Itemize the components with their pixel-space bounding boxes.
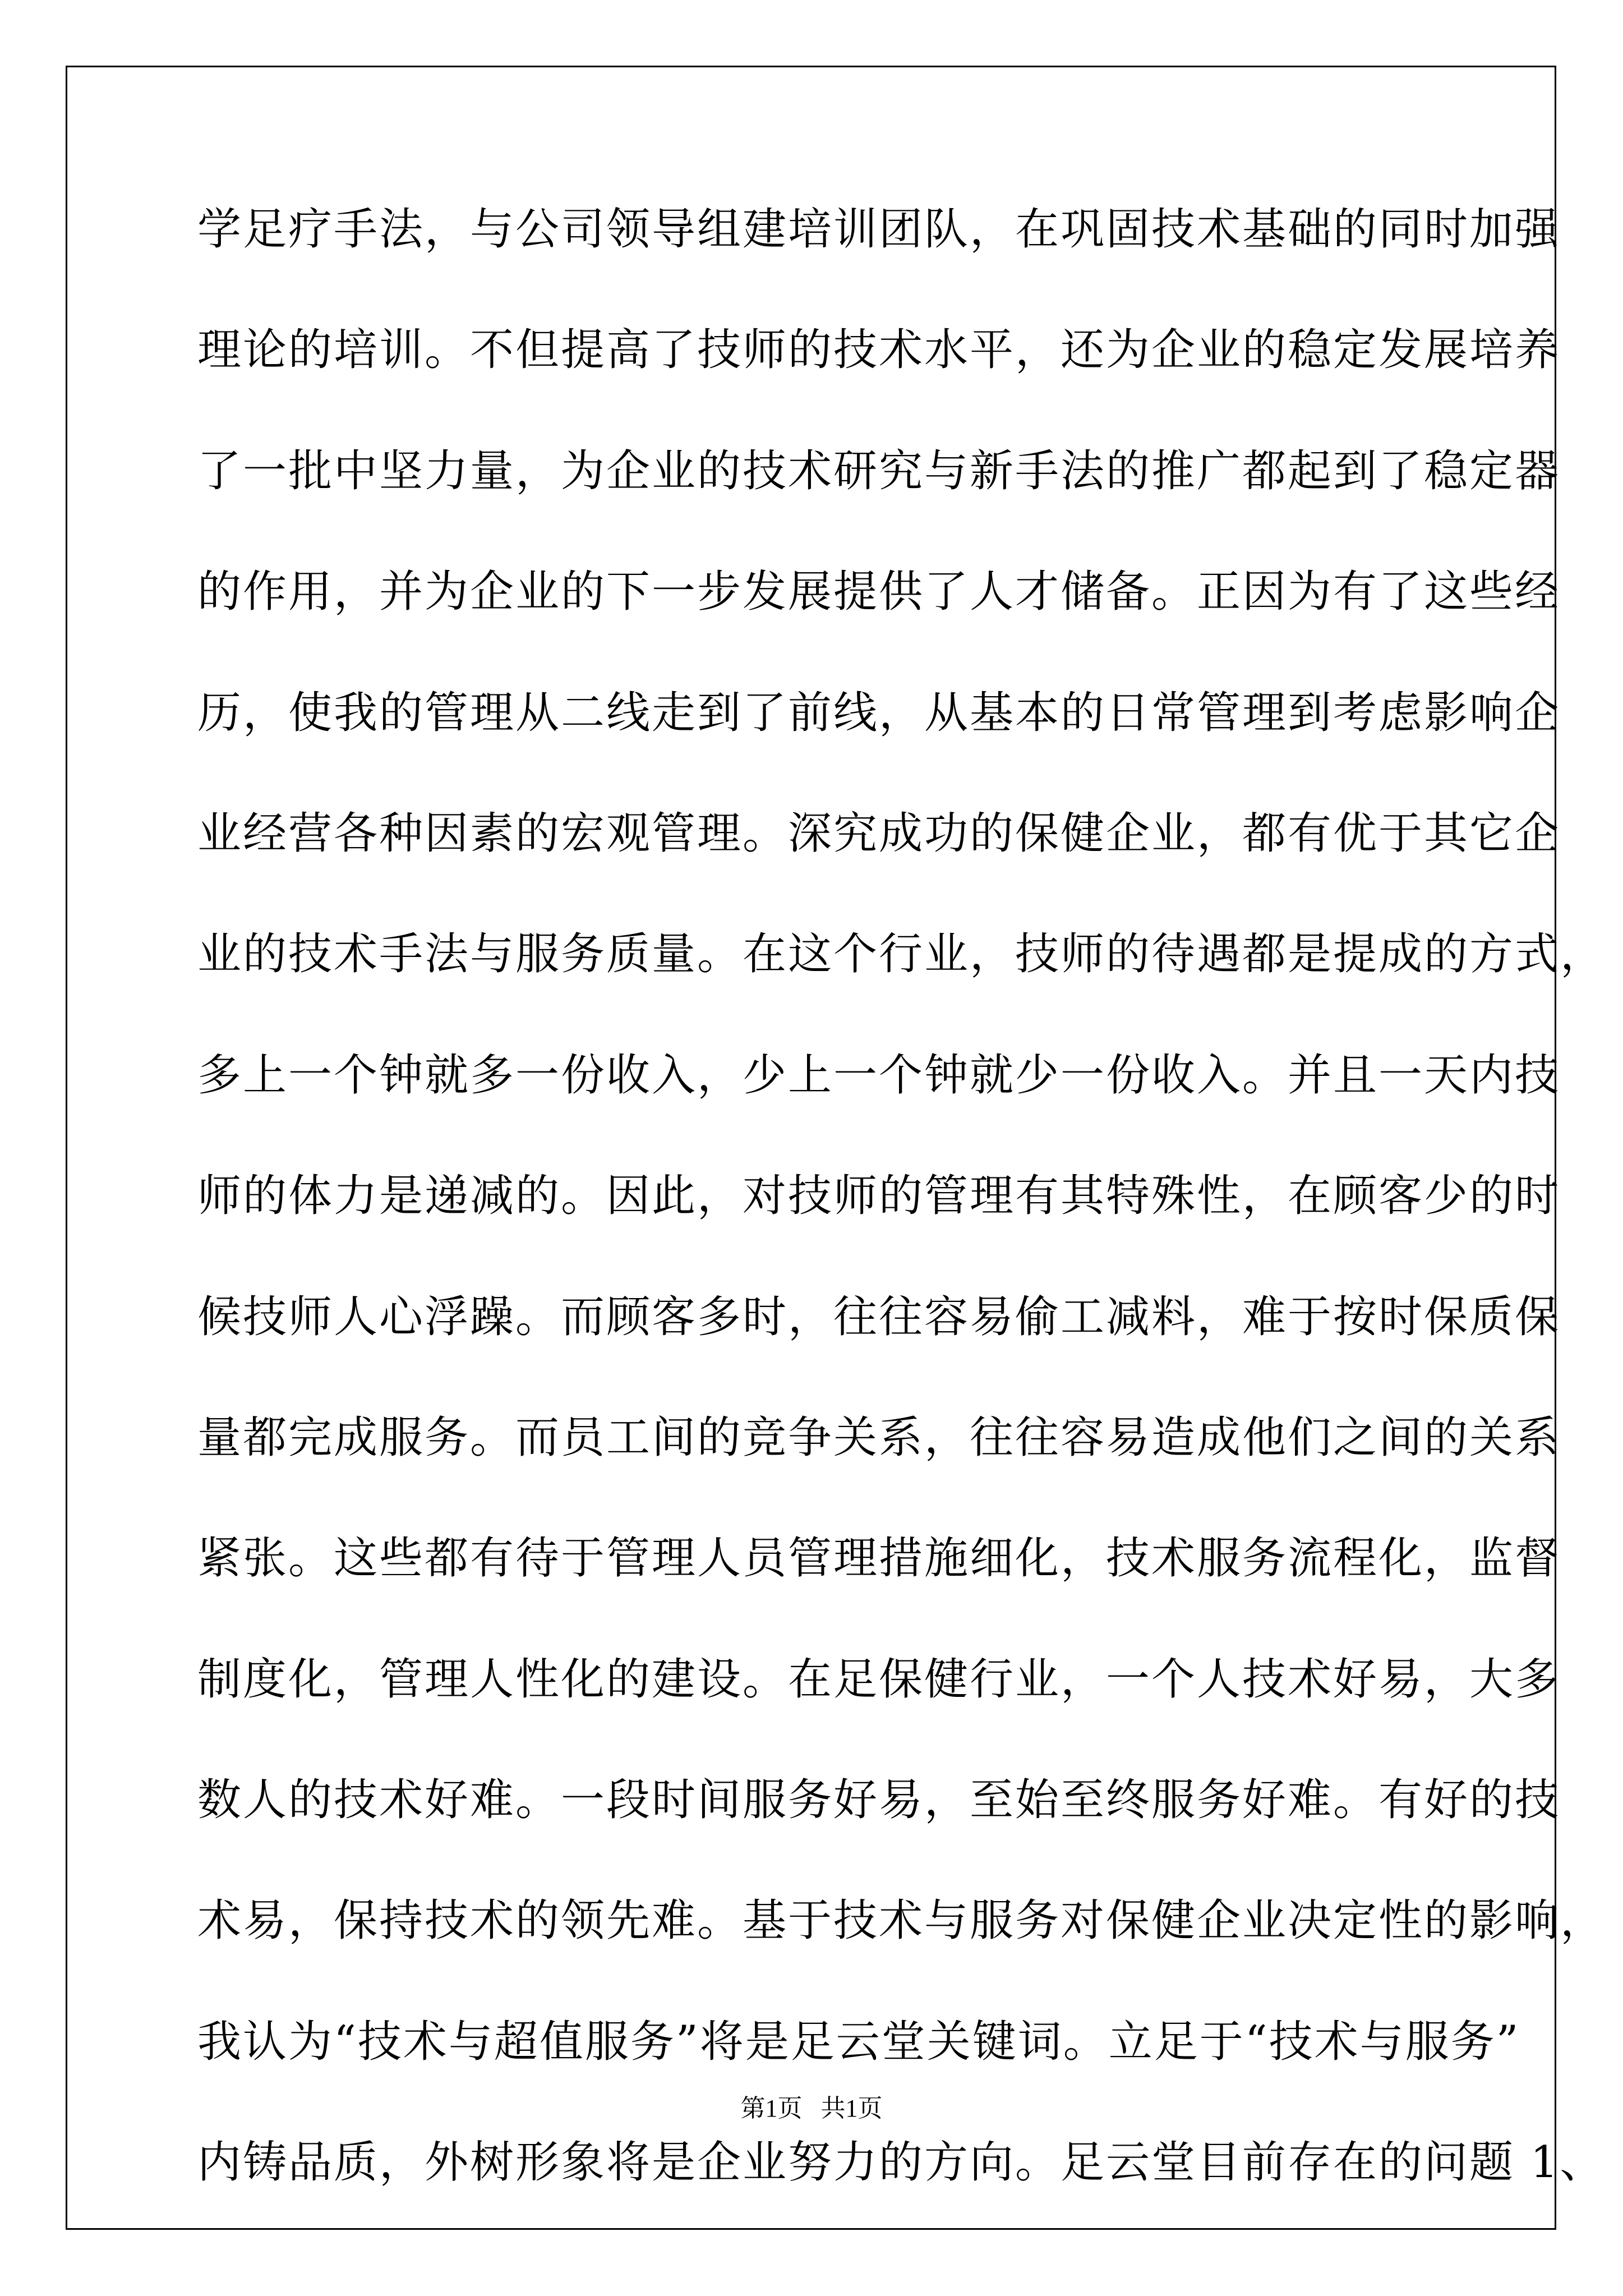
text-line: 业经营各种因素的宏观管理。深究成功的保健企业，都有优于其它企 <box>197 808 1561 859</box>
text-line: 的作用，并为企业的下一步发展提供了人才储备。正因为有了这些经 <box>197 567 1561 618</box>
text-line: 业的技术手法与服务质量。在这个行业，技师的待遇都是提成的方式， <box>197 929 1606 980</box>
text-line: 术易，保持技术的领先难。基于技术与服务对保健企业决定性的影响， <box>197 1895 1606 1947</box>
text-line: 内铸品质，外树形象将是企业努力的方向。足云堂目前存在的问题 1、 <box>197 2137 1606 2188</box>
text-line: 学足疗手法，与公司领导组建培训团队，在巩固技术基础的同时加强 <box>197 204 1561 255</box>
text-line: 师的体力是递减的。因此，对技师的管理有其特殊性，在顾客少的时 <box>197 1171 1561 1222</box>
text-line: 候技师人心浮躁。而顾客多时，往往容易偷工减料，难于按时保质保 <box>197 1291 1561 1342</box>
text-line: 量都完成服务。而员工间的竞争关系，往往容易造成他们之间的关系 <box>197 1412 1561 1463</box>
text-line: 了一批中坚力量，为企业的技术研究与新手法的推广都起到了稳定器 <box>197 445 1561 496</box>
text-line: 我认为“技术与超值服务”将是足云堂关键词。立足于“技术与服务” <box>197 2016 1520 2067</box>
text-line: 数人的技术好难。一段时间服务好易，至始至终服务好难。有好的技 <box>197 1775 1561 1826</box>
text-line: 制度化，管理人性化的建设。在足保健行业，一个人技术好易，大多 <box>197 1654 1561 1705</box>
text-line: 历，使我的管理从二线走到了前线，从基本的日常管理到考虑影响企 <box>197 687 1561 738</box>
text-line: 紧张。这些都有待于管理人员管理措施细化，技术服务流程化，监督 <box>197 1533 1561 1584</box>
page-footer: 第1页 共1页 <box>740 2095 883 2122</box>
text-line: 多上一个钟就多一份收入，少上一个钟就少一份收入。并且一天内技 <box>197 1050 1561 1101</box>
body-text <box>197 204 1606 2262</box>
text-line: 理论的培训。不但提高了技师的技术水平，还为企业的稳定发展培养 <box>197 325 1561 376</box>
